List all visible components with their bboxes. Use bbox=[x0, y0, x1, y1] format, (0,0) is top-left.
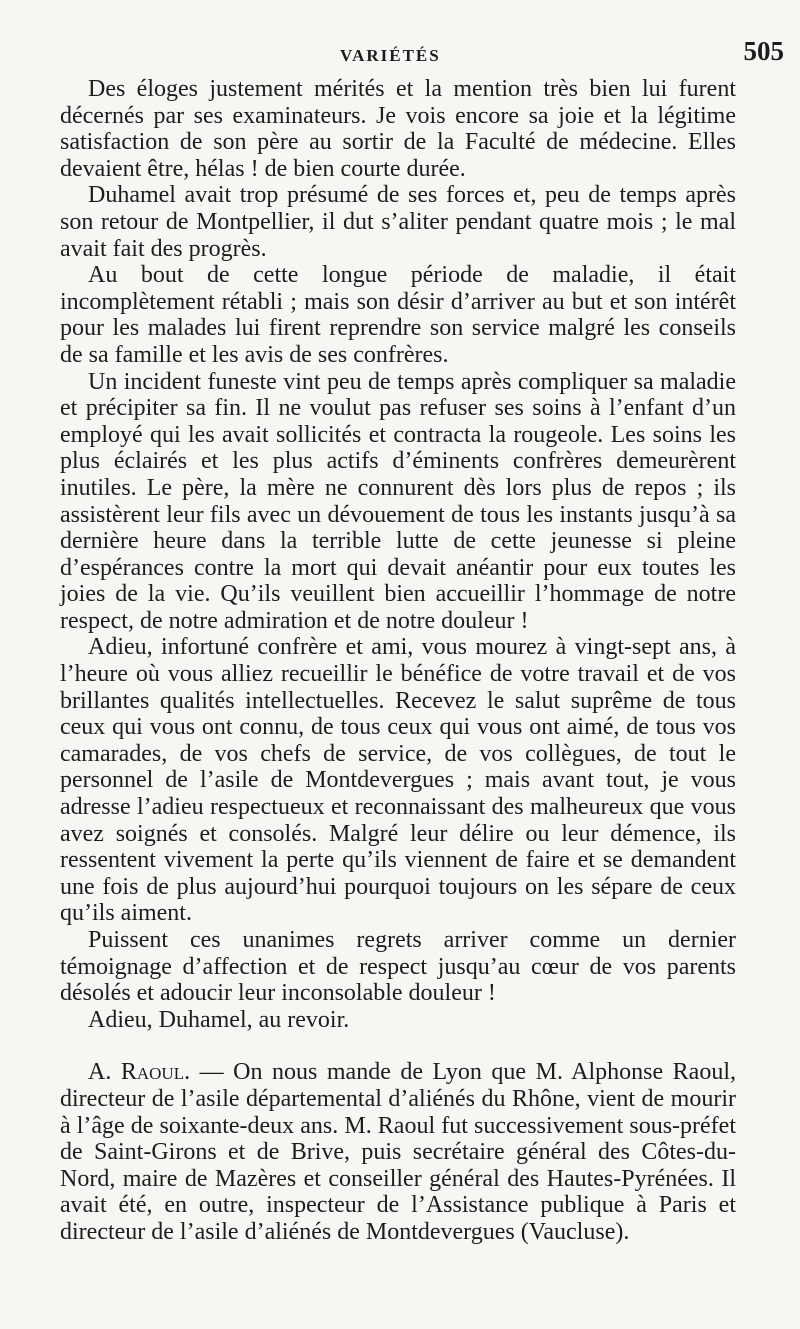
obituary-paragraph bbox=[60, 1059, 736, 1245]
paragraph: Puissent ces unanimes regrets arriver comme un dernier témoignage d’affection et de respect jusqu’au cœur de vos parents désolés et adoucir leur inconsolable douleur ! bbox=[60, 927, 736, 1007]
page-number: 505 bbox=[743, 36, 784, 66]
page-header bbox=[0, 36, 800, 72]
paragraph: Adieu, infortuné confrère et ami, vous mourez à vingt-sept ans, à l’heure où vous alliez recueillir le bénéfice de votre travail et de vos brillantes qualités intellectuelles. Recevez le salut suprême de tous ceux qui vous ont connu, de tous ceux qui vous ont aimé, de tous vos camarades, de vos chefs de service, de vos collègues, de tout le personnel de l’asile de Montdevergues ; mais avant tout, je vous adresse l’adieu respectueux et reconnaissant des malheureux que vous avez soignés et consolés. Malgré leur délire ou leur démence, ils ressentent vivement la perte qu’ils viennent de faire et se demandent une fois de plus aujourd’hui pourquoi toujours on les sépare de ceux qu’ils aiment. bbox=[60, 634, 736, 927]
paragraph: Duhamel avait trop présumé de ses forces et, peu de temps après son retour de Montpellier, il dut s’aliter pendant quatre mois ; le mal avait fait des progrès. bbox=[60, 182, 736, 262]
obituary-name: A. Raoul. bbox=[88, 1059, 191, 1086]
paragraph: Des éloges justement mérités et la mention très bien lui furent décernés par ses examinateurs. Je vois encore sa joie et la légitime satisfaction de son père au sortir de la Faculté de médecine. Elles devaient être, hélas ! de bien courte durée. bbox=[60, 76, 736, 182]
body-text bbox=[60, 76, 736, 1246]
running-title: VARIÉTÉS bbox=[340, 46, 441, 65]
paragraph: Adieu, Duhamel, au revoir. bbox=[88, 1006, 350, 1033]
obituary-text: — On nous mande de Lyon que M. Alphonse Raoul, directeur de l’asile départemental d’aliénés du Rhône, vient de mourir à l’âge de soixante-deux ans. M. Raoul fut successivement sous-préfet de Saint-Girons et de Brive, puis secrétaire général des Côtes-du-Nord, maire de Mazères et conseiller général des Hautes-Pyrénées. Il avait été, en outre, inspecteur de l’Assistance publique à Paris et directeur de l’asile d’aliénés de Montdevergues (Vaucluse). bbox=[60, 1059, 736, 1245]
paragraph: Au bout de cette longue période de maladie, il était incomplètement rétabli ; mais son désir d’arriver au but et son intérêt pour les malades lui firent reprendre son service malgré les conseils de sa famille et les avis de ses confrères. bbox=[60, 262, 736, 368]
paragraph: Un incident funeste vint peu de temps après compliquer sa maladie et précipiter sa fin. Il ne voulut pas refuser ses soins à l’enfant d’un employé qui les avait sollicités et contracta la rougeole. Les soins les plus éclairés et les plus actifs d’éminents confrères demeurèrent inutiles. Le père, la mère ne connurent dès lors plus de repos ; ils assistèrent leur fils avec un dévouement de tous les instants jusqu’à sa dernière heure dans la terrible lutte de cette jeunesse si pleine d’espérances contre la mort qui devait anéantir pour eux toutes les joies de la vie. Qu’ils veuillent bien accueillir l’hommage de notre respect, de notre admiration et de notre douleur ! bbox=[60, 368, 736, 634]
